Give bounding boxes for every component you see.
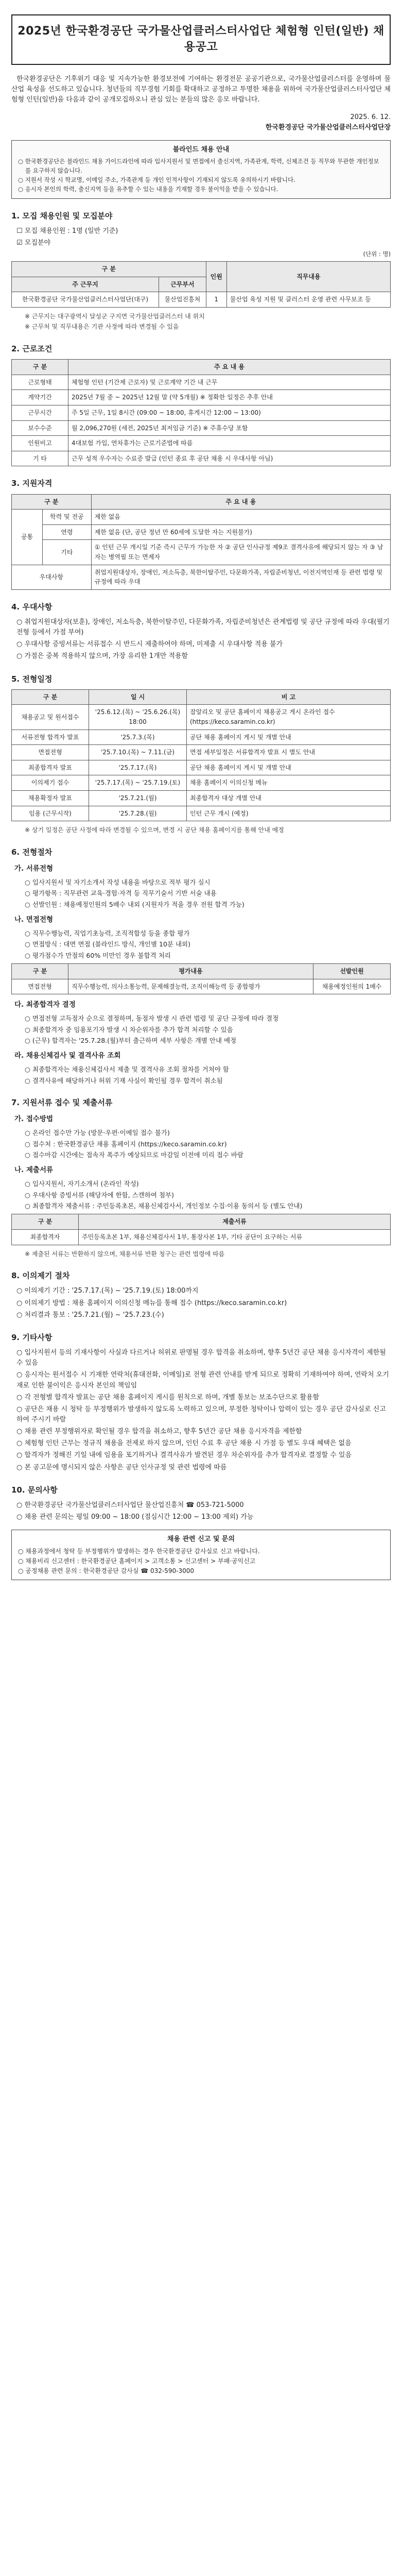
- table-row: [12, 510, 391, 525]
- process-item: ○ (근무) 합격자는 '25.7.28.(월)부터 출근하며 세부 사항은 개별 안내 예정: [25, 1037, 237, 1045]
- preference-item: ○ 가점은 중복 적용하지 않으며, 가장 유리한 1개만 적용함: [16, 652, 188, 660]
- application-item: ○ 입사지원서, 자기소개서 (온라인 작성): [25, 1180, 139, 1188]
- table-row: [12, 760, 391, 775]
- table-cell: 이의제기 접수: [12, 775, 89, 791]
- table-cell: 공단 채용 홈페이지 게시 및 개별 안내: [187, 730, 391, 745]
- section-5-title: 5. 전형일정: [11, 674, 53, 684]
- blind-notice-title: 블라인드 채용 안내: [172, 146, 230, 154]
- application-item: ○ 우대사항 증빙서류 (해당자에 한함, 스캔하여 첨부): [25, 1191, 174, 1199]
- process-item: ○ 면접방식 : 대면 면접 (블라인드 방식, 개인별 10분 내외): [25, 940, 191, 948]
- table-cell: '25.7.21.(월): [89, 791, 187, 806]
- section-3-title: 3. 지원자격: [11, 479, 53, 488]
- process-item: ○ 최종합격자 중 임용포기자 발생 시 차순위자를 추가 합격 처리할 수 있음: [25, 1025, 233, 1033]
- table-row: [12, 540, 391, 565]
- table-cell: 근로형태: [12, 375, 68, 390]
- process-item: ○ 면접전형 고득점자 순으로 결정하며, 동점자 발생 시 관련 법령 및 공단 규정에 따라 결정: [25, 1014, 279, 1023]
- issuer: 한국환경공단 국가물산업클러스터사업단장: [265, 124, 391, 132]
- subsection-title: 가. 접수방법: [14, 1115, 54, 1124]
- table-header: 제출서류: [79, 1214, 391, 1230]
- table-cell: 면접전형: [12, 979, 68, 994]
- table-cell: 면접전형: [12, 745, 89, 760]
- table-header: 구 분: [12, 689, 89, 705]
- table-row: [12, 524, 391, 540]
- table-row: [12, 775, 391, 791]
- table-header: 선발인원: [313, 964, 391, 979]
- contact-item: ○ 한국환경공단 국가물산업클러스터사업단 물산업진흥처 ☎ 053-721-5000: [16, 1501, 244, 1509]
- table-cell: 인턴 근무 개시 (예정): [187, 806, 391, 821]
- table-header: 직무내용: [226, 262, 390, 292]
- misc-item: ○ 공단은 채용 시 청탁 등 부정행위가 발생하지 않도록 노력하고 있으며, 부정한 청탁이나 압력이 있는 경우 공단 감사실로 신고하여 주시기 바람: [16, 1405, 386, 1423]
- table-cell: 임용 (근무시작): [12, 806, 89, 821]
- title-box: [11, 14, 391, 65]
- note: ※ 근무처 및 직무내용은 기관 사정에 따라 변경될 수 있음: [25, 323, 179, 331]
- table-row: [12, 451, 391, 466]
- process-item: ○ 입사지원서 및 자기소개서 작성 내용을 바탕으로 적부 평가 실시: [25, 878, 211, 886]
- table-header: 구 분: [12, 1214, 79, 1230]
- report-box: [11, 1530, 391, 1580]
- table-header: 구 분: [12, 494, 92, 510]
- subsection-title: 가. 서류전형: [14, 865, 54, 873]
- table-cell: 최종합격자 대상 개별 안내: [187, 791, 391, 806]
- blind-notice-box: [11, 140, 391, 198]
- table-header: 평가내용: [68, 964, 313, 979]
- process-item: ○ 평가점수가 만점의 60% 미만인 경우 불합격 처리: [25, 951, 171, 959]
- report-box-title: 채용 관련 신고 및 문의: [167, 1535, 235, 1544]
- section-2-title: 2. 근로조건: [11, 344, 53, 353]
- misc-item: ○ 입사지원서 등의 기재사항이 사실과 다르거나 허위로 판명될 경우 합격을 취소하며, 향후 5년간 공단 채용 응시자격이 제한될 수 있음: [16, 1349, 386, 1367]
- table-row: [12, 1230, 391, 1245]
- table-cell: 근무 성적 우수자는 수료증 발급 (인턴 종료 후 공단 채용 시 우대사항 아님): [68, 451, 391, 466]
- table-cell: 면접 세부일정은 서류합격자 발표 시 별도 안내: [187, 745, 391, 760]
- table-row: [12, 405, 391, 421]
- recruit-field-label: ☑ 모집분야: [16, 239, 51, 247]
- note: ※ 제출된 서류는 반환하지 않으며, 채용서류 반환 청구는 관련 법령에 따름: [25, 1250, 225, 1258]
- table-cell: 우대사항: [12, 565, 92, 589]
- table-cell: 제한 없음 (단, 공단 정년 만 60세에 도달한 자는 지원불가): [91, 524, 390, 540]
- note: ※ 근무지는 대구광역시 달성군 구지면 국가물산업클러스터 내 위치: [25, 312, 205, 320]
- table-cell: 직무수행능력, 의사소통능력, 문제해결능력, 조직이해능력 등 종합평가: [68, 979, 313, 994]
- application-item: ○ 접수처 : 한국환경공단 채용 홈페이지 (https://keco.saramin.co.kr): [25, 1140, 227, 1148]
- table-cell: 최종합격자: [12, 1230, 79, 1245]
- subsection-title: 다. 최종합격자 결정: [14, 1001, 76, 1009]
- misc-item: ○ 응시자는 원서접수 시 기재한 연락처(휴대전화, 이메일)로 전형 관련 안내를 받게 되므로 정확히 기재하여야 하며, 연락처 오기재로 인한 불이익은 응시자 본인의 책임임: [16, 1371, 389, 1389]
- blind-notice-list: [18, 157, 384, 194]
- process-item: ○ 최종합격자는 채용신체검사서 제출 및 결격사유 조회 절차를 거쳐야 함: [25, 1065, 229, 1074]
- table-cell: 제한 없음: [91, 510, 390, 525]
- table-cell: '25.6.12.(목) ~ '25.6.26.(목) 18:00: [89, 705, 187, 730]
- contact-item: ○ 채용 관련 문의는 평일 09:00 ~ 18:00 (점심시간 12:00 ~ 13:00 제외) 가능: [16, 1513, 254, 1521]
- table-row: [12, 565, 391, 589]
- section-8-title: 8. 이의제기 절차: [11, 1271, 70, 1281]
- unit-label: (단위 : 명): [363, 250, 391, 258]
- table-cell: 체험형 인턴 (기간제 근로자) 및 근로계약 기간 내 근무: [68, 375, 391, 390]
- table-header: 구 분: [12, 360, 68, 375]
- table-cell: ① 인턴 근무 개시일 기준 즉시 근무가 가능한 자 ② 공단 인사규정 제9조 결격사유에 해당되지 않는 자 ③ 남자는 병역필 또는 면제자: [91, 540, 390, 565]
- table-row: [12, 791, 391, 806]
- appeal-item: ○ 처리결과 통보 : '25.7.21.(월) ~ '25.7.23.(수): [16, 1311, 164, 1319]
- appeal-item: ○ 이의제기 기간 : '25.7.17.(목) ~ '25.7.19.(토) 18:00까지: [16, 1287, 199, 1295]
- table-cell: 근무시간: [12, 405, 68, 421]
- report-item: ○ 채용비리 신고센터 : 한국환경공단 홈페이지 > 고객소통 > 신고센터 > 부패·공익신고: [18, 1557, 256, 1565]
- table-cell: 채용공고 및 원서접수: [12, 705, 89, 730]
- section-1-title: 1. 모집 채용인원 및 모집분야: [11, 211, 113, 221]
- table-cell: 주민등록초본 1부, 채용신체검사서 1부, 통장사본 1부, 기타 공단이 요구하는 서류: [79, 1230, 391, 1245]
- report-item: ○ 채용과정에서 청탁 등 부정행위가 발생하는 경우 한국환경공단 감사실로 신고 바랍니다.: [18, 1548, 260, 1555]
- note: ※ 상기 일정은 공단 사정에 따라 변경될 수 있으며, 변경 시 공단 채용 홈페이지를 통해 안내 예정: [25, 826, 284, 834]
- section-10-title: 10. 문의사항: [11, 1485, 58, 1495]
- subsection-title: 나. 면접전형: [14, 916, 54, 924]
- table-cell: 보수수준: [12, 420, 68, 436]
- process-item: ○ 직무수행능력, 직업기초능력, 조직적합성 등을 종합 평가: [25, 929, 190, 938]
- process-item: ○ 선발인원 : 채용예정인원의 5배수 내외 (지원자가 적을 경우 전원 합격 가능): [25, 900, 244, 908]
- section-7-title: 7. 지원서류 접수 및 제출서류: [11, 1098, 113, 1108]
- table-cell: 한국환경공단 국가물산업클러스터사업단(대구): [12, 292, 159, 308]
- table-cell: 채용 홈페이지 이의신청 메뉴: [187, 775, 391, 791]
- table-header: 인원: [206, 262, 226, 292]
- eligibility-table: [11, 494, 391, 590]
- table-cell: '25.7.17.(목) ~ '25.7.19.(토): [89, 775, 187, 791]
- table-cell: 최종합격자 발표: [12, 760, 89, 775]
- section-6-title: 6. 전형절차: [11, 847, 53, 857]
- table-header: 비 고: [187, 689, 391, 705]
- table-cell: 계약기간: [12, 390, 68, 405]
- subsection-title: 나. 제출서류: [14, 1166, 54, 1175]
- report-item: ○ 공정채용 관련 문의 : 한국환경공단 감사실 ☎ 032-590-3000: [18, 1567, 195, 1574]
- table-header: 구 분: [12, 262, 206, 277]
- misc-item: ○ 각 전형별 합격자 발표는 공단 채용 홈페이지 게시를 원칙으로 하며, 개별 통보는 보조수단으로 활용함: [16, 1393, 320, 1401]
- table-row: [12, 730, 391, 745]
- recruit-table: [11, 261, 391, 308]
- table-cell: 채용확정자 발표: [12, 791, 89, 806]
- table-cell: 공단 채용 홈페이지 게시 및 개별 안내: [187, 760, 391, 775]
- table-cell: 1: [206, 292, 226, 308]
- table-header: 주 요 내 용: [68, 360, 391, 375]
- preference-item: ○ 취업지원대상자(보훈), 장애인, 저소득층, 북한이탈주민, 다문화가족, 자립준비청년은 관계법령 및 공단 규정에 따라 우대(필기전형 등에서 가점 부여): [16, 618, 390, 637]
- table-row: [12, 979, 391, 994]
- appeal-item: ○ 이의제기 방법 : 채용 홈페이지 이의신청 메뉴를 통해 접수 (https://keco.saramin.co.kr): [16, 1299, 287, 1307]
- table-cell: 연령: [43, 524, 92, 540]
- process-item: ○ 결격사유에 해당하거나 허위 기재 사실이 확인될 경우 합격이 취소됨: [25, 1076, 223, 1084]
- table-row: [12, 390, 391, 405]
- table-cell: 공통: [12, 510, 43, 565]
- table-row: [12, 705, 391, 730]
- misc-item: ○ 체험형 인턴 근무는 정규직 채용을 전제로 하지 않으며, 인턴 수료 후 공단 채용 시 가점 등 별도 우대 혜택은 없음: [16, 1439, 352, 1448]
- blind-notice-item: ○ 한국환경공단은 블라인드 채용 가이드라인에 따라 입사지원서 및 면접에서 출신지역, 가족관계, 학력, 신체조건 등 직무와 무관한 개인정보를 요구하지 않습니다.: [18, 158, 379, 175]
- misc-item: ○ 본 공고문에 명시되지 않은 사항은 공단 인사규정 및 관련 법령에 따름: [16, 1463, 227, 1471]
- intro-text: 한국환경공단은 기후위기 대응 및 지속가능한 환경보전에 기여하는 환경전문 공공기관으로, 국가물산업클러스터를 운영하며 물산업 육성을 선도하고 있습니다. 청년들의 직무경험 기회를 확대하고 공정하고 투명한 채용을 위하여 국가물산업클러스터사업단 체험형 인턴(일반)을 다음과 같이 공개모집하오니 관심 있는 분들의 많은 응모 바랍니다.: [11, 75, 391, 104]
- subsection-title: 라. 채용신체검사 및 결격사유 조회: [14, 1052, 121, 1060]
- table-cell: 인원비고: [12, 436, 68, 451]
- application-item: ○ 온라인 접수만 가능 (방문·우편·이메일 접수 불가): [25, 1129, 170, 1137]
- table-row: [12, 420, 391, 436]
- table-row: [12, 745, 391, 760]
- table-cell: 기 타: [12, 451, 68, 466]
- table-cell: 월 2,096,270원 (세전, 2025년 최저임금 기준) ※ 주휴수당 포함: [68, 420, 391, 436]
- table-header: 구 분: [12, 964, 68, 979]
- blind-notice-item: ○ 지원서 작성 시 학교명, 이메일 주소, 가족관계 등 개인 인적사항이 기재되지 않도록 유의하시기 바랍니다.: [18, 176, 295, 184]
- schedule-table: [11, 689, 391, 821]
- table-header: 근무부서: [159, 277, 206, 292]
- table-cell: 물산업 육성 지원 및 클러스터 운영 관련 사무보조 등: [226, 292, 390, 308]
- table-cell: 기타: [43, 540, 92, 565]
- table-cell: 서류전형 합격자 발표: [12, 730, 89, 745]
- table-cell: 채용예정인원의 1배수: [313, 979, 391, 994]
- table-cell: 4대보험 가입, 연차휴가는 근로기준법에 따름: [68, 436, 391, 451]
- table-cell: '25.7.17.(목): [89, 760, 187, 775]
- table-row: [12, 375, 391, 390]
- blind-notice-item: ○ 응시자 본인의 학력, 출신지역 등을 유추할 수 있는 내용을 기재할 경우 불이익을 받을 수 있습니다.: [18, 185, 278, 193]
- preference-item: ○ 우대사항 증빙서류는 서류접수 시 반드시 제출하여야 하며, 미제출 시 우대사항 적용 불가: [16, 640, 283, 649]
- misc-item: ○ 채용 관련 부정행위자로 확인될 경우 합격을 취소하고, 향후 5년간 공단 채용 응시자격을 제한함: [16, 1428, 302, 1436]
- notice-date: 2025. 6. 12.: [350, 113, 391, 122]
- section-9-title: 9. 기타사항: [11, 1332, 53, 1342]
- table-cell: 주 5일 근무, 1일 8시간 (09:00 ~ 18:00, 휴게시간 12:00 ~ 13:00): [68, 405, 391, 421]
- page-title: 2025년 한국환경공단 국가물산업클러스터사업단 체험형 인턴(일반) 채용공고: [18, 25, 384, 54]
- section-4-title: 4. 우대사항: [11, 602, 53, 612]
- table-cell: 취업지원대상자, 장애인, 저소득층, 북한이탈주민, 다문화가족, 자립준비청년, 이전지역인재 등 관련 법령 및 규정에 따라 우대: [91, 565, 390, 589]
- table-cell: 잡알리오 및 공단 홈페이지 채용공고 게시 온라인 접수 (https://keco.saramin.co.kr): [187, 705, 391, 730]
- table-cell: '25.7.3.(목): [89, 730, 187, 745]
- interview-table: [11, 963, 391, 994]
- table-header: 주 요 내 용: [91, 494, 390, 510]
- table-header: 주 근무지: [12, 277, 159, 292]
- work-conditions-table: [11, 359, 391, 466]
- recruit-count: ☐ 모집 채용인원 : 1명 (일반 기준): [16, 227, 118, 235]
- table-cell: 2025년 7월 중 ~ 2025년 12월 말 (약 5개월) ※ 정확한 일정은 추후 안내: [68, 390, 391, 405]
- table-cell: '25.7.28.(월): [89, 806, 187, 821]
- table-row: [12, 806, 391, 821]
- table-row: [12, 436, 391, 451]
- documents-table: [11, 1214, 391, 1245]
- table-cell: '25.7.10.(목) ~ 7.11.(금): [89, 745, 187, 760]
- table-row: [12, 292, 391, 308]
- table-header: 일 시: [89, 689, 187, 705]
- table-cell: 물산업진흥처: [159, 292, 206, 308]
- process-item: ○ 평가항목 : 직무관련 교육·경험·자격 등 직무기술서 기반 서술 내용: [25, 889, 217, 897]
- table-cell: 학력 및 전공: [43, 510, 92, 525]
- misc-item: ○ 합격자가 정해진 기일 내에 임용을 포기하거나 결격사유가 발견된 경우 차순위자를 추가 합격자로 결정할 수 있음: [16, 1451, 352, 1460]
- application-item: ○ 최종합격자 제출서류 : 주민등록초본, 채용신체검사서, 개인정보 수집·이용 동의서 등 (별도 안내): [25, 1202, 303, 1210]
- application-item: ○ 접수마감 시간에는 접속자 폭주가 예상되므로 마감일 이전에 미리 접수 바람: [25, 1150, 243, 1159]
